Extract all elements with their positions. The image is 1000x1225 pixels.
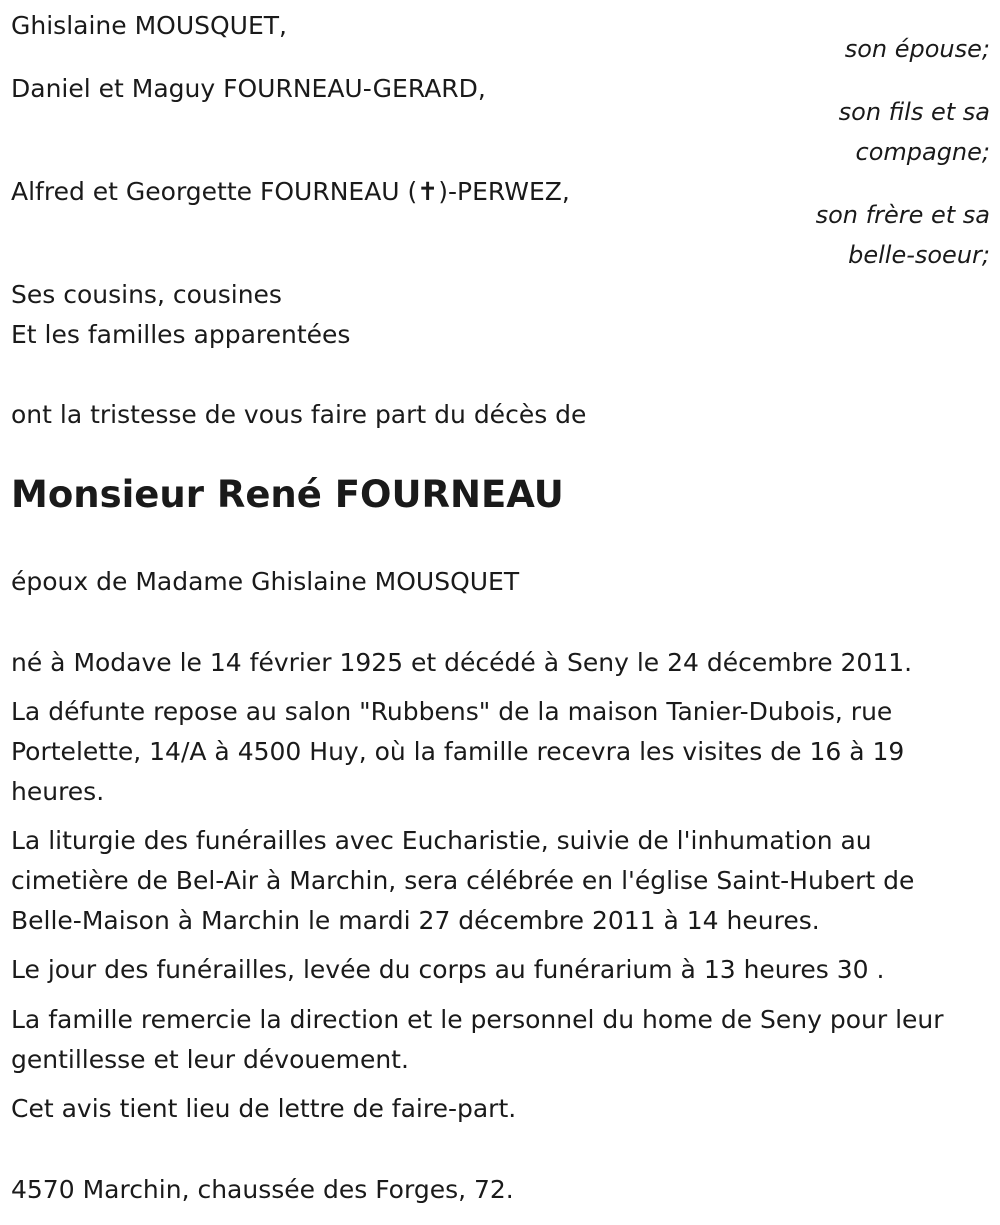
role-spouse: son épouse; — [844, 35, 990, 63]
family-line-son: Daniel et Maguy FOURNEAU-GERARD, — [11, 74, 486, 103]
family-line-spouse: Ghislaine MOUSQUET, — [11, 11, 287, 40]
role-brother-line1: son frère et sa — [815, 201, 990, 229]
role-son-line2: compagne; — [855, 138, 990, 166]
birth-death-line: né à Modave le 14 février 1925 et décédé à Seny le 24 décembre 2011. — [11, 648, 913, 677]
announcement-intro: ont la tristesse de vous faire part du décès de — [11, 400, 587, 429]
role-son-line1: son fils et sa — [838, 98, 990, 126]
paragraph-thanks: La famille remercie la direction et le personnel du home de Seny pour leur gentillesse et leur dévouement. — [11, 1005, 944, 1074]
paragraph-funeral-day: Le jour des funérailles, levée du corps au funérarium à 13 heures 30 . — [11, 955, 885, 984]
address-line: 4570 Marchin, chaussée des Forges, 72. — [11, 1175, 514, 1204]
paragraph-liturgy: La liturgie des funérailles avec Eucharistie, suivie de l'inhumation au cimetière de Bel-Air à Marchin, sera célébrée en l'église Saint-Hubert de Belle-Maison à Marchin le mardi 27 décembre 2011 à 14 heures. — [11, 826, 915, 935]
deceased-name: Monsieur René FOURNEAU — [11, 473, 564, 516]
role-brother-line2: belle-soeur; — [848, 241, 990, 269]
family-line-brother: Alfred et Georgette FOURNEAU (✝)-PERWEZ, — [11, 177, 570, 206]
spouse-line: époux de Madame Ghislaine MOUSQUET — [11, 567, 520, 596]
paragraph-rest: La défunte repose au salon "Rubbens" de la maison Tanier-Dubois, rue Portelette, 14/A à 4500 Huy, où la famille recevra les visites de 16 à 19 heures. — [11, 697, 905, 806]
family-line-cousins: Ses cousins, cousines — [11, 280, 282, 309]
family-line-relatives: Et les familles apparentées — [11, 320, 351, 349]
paragraph-notice: Cet avis tient lieu de lettre de faire-part. — [11, 1094, 517, 1123]
